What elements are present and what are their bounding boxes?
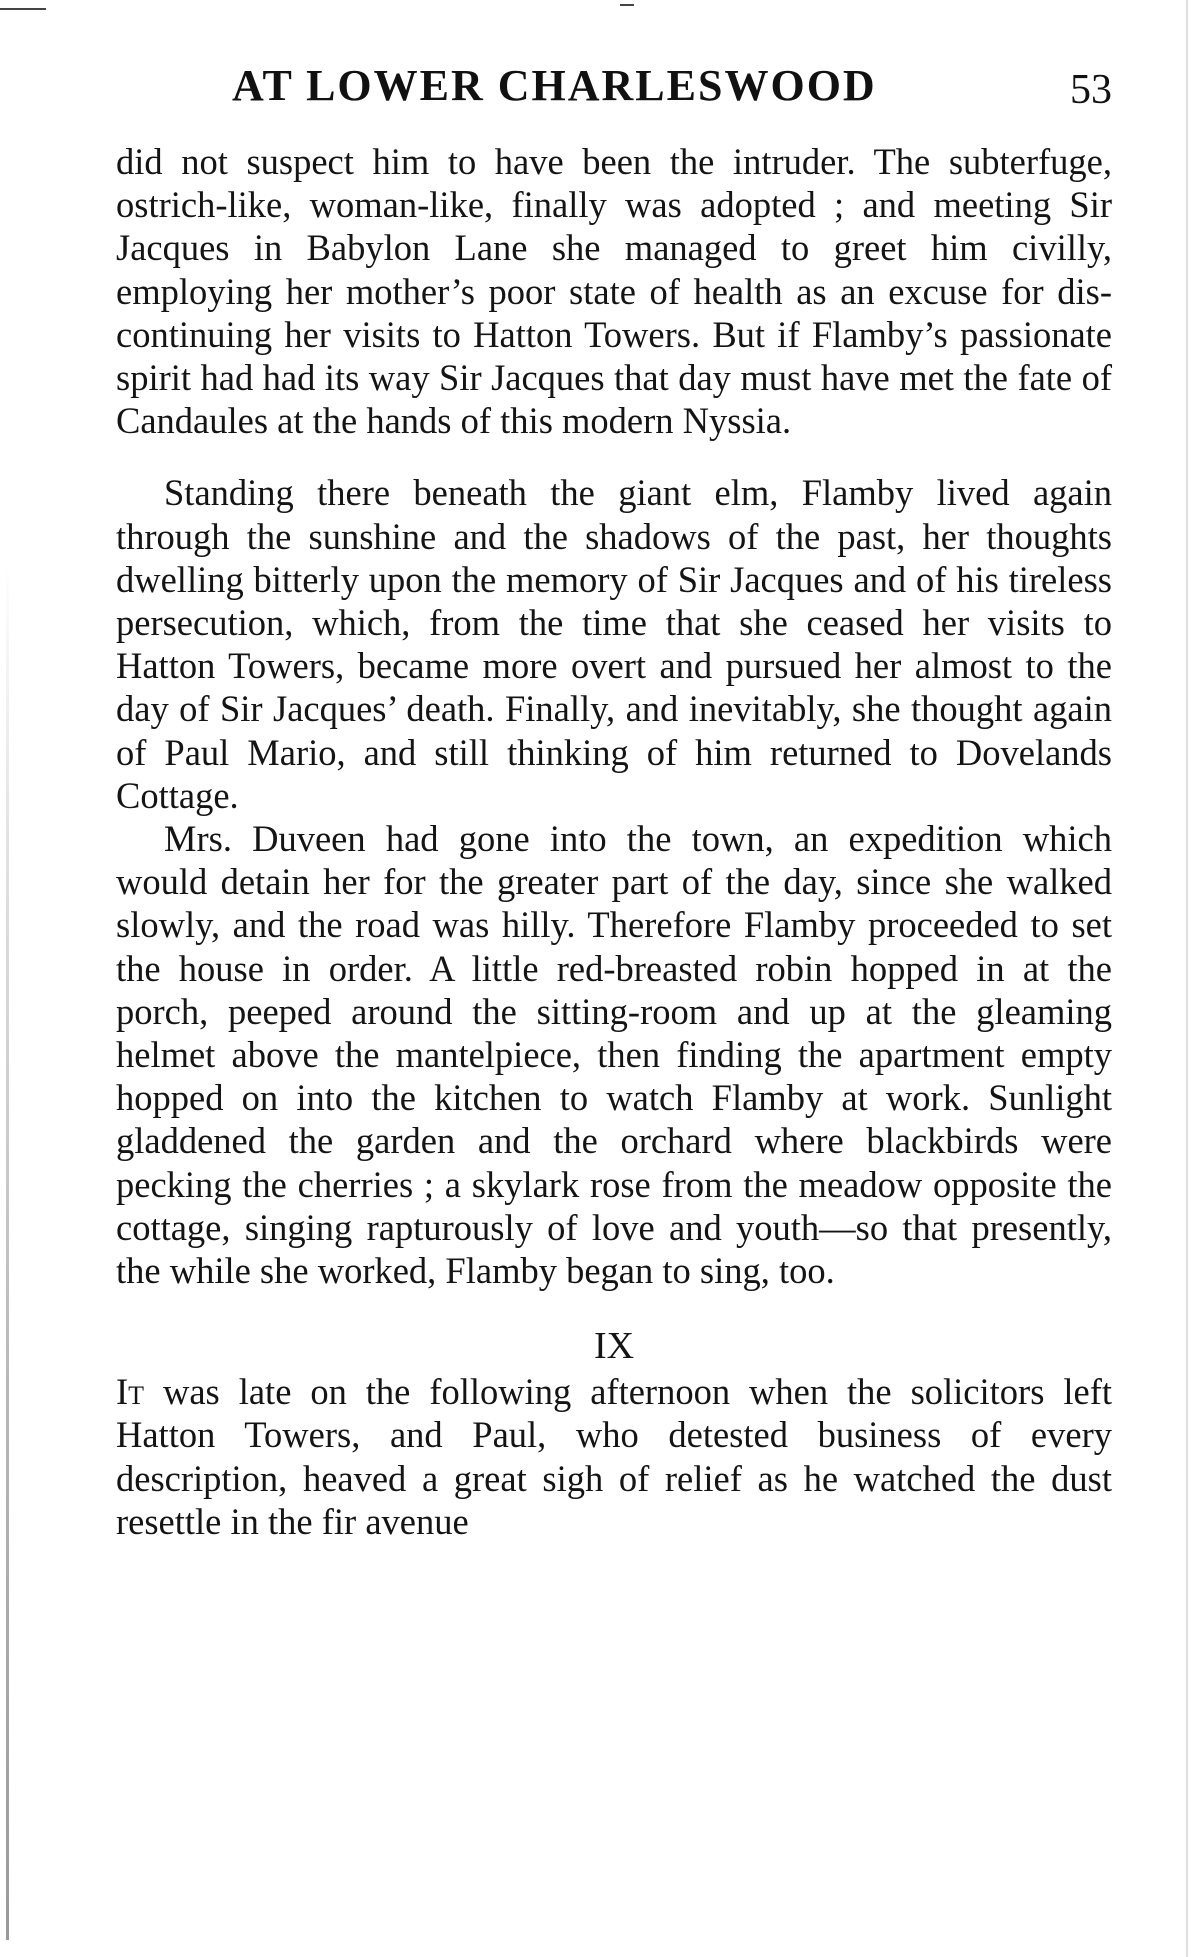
- paragraph-continued: did not suspect him to have been the intruder. The subterfuge, ostrich-like, woman-like, finally was adopted ; and meeting Sir Jacques in Babylon Lane she managed to greet him civilly, employing her mother’s poor state of health as an excuse for discontinuing her visits to Hatton Towers. But if Flamby’s passionate spirit had had its way Sir Jacques that day must have met the fate of Candaules at the hands of this modern Nyssia.: [116, 141, 1112, 442]
- paragraph-section-opening: [116, 1370, 1112, 1543]
- page-header: [232, 60, 1112, 116]
- page-gutter-shadow: [6, 560, 9, 1940]
- section-opening-text: was late on the following afternoon when the solicitors left Hatton Towers, and Paul, who detested business of every description, heaved a great sigh of relief as he watched the dust resettle in the fir avenue: [116, 1371, 1112, 1542]
- paragraph-standing-elm: Standing there beneath the giant elm, Flamby lived again through the sunshine and the shadows of the past, her thoughts dwelling bitterly upon the memory of Sir Jacques and of his tireless persecution, which, from the time that she ceased her visits to Hatton Towers, became more overt and pursued her almost to the day of Sir Jacques’ death. Finally, and inevitably, she thought again of Paul Mario, and still thinking of him returned to Dovelands Cottage.: [116, 472, 1112, 816]
- running-head: AT LOWER CHARLESWOOD: [232, 61, 877, 110]
- page-number: 53: [1070, 67, 1112, 113]
- page-edge-line: [1186, 0, 1188, 1957]
- body-text: [116, 140, 1112, 1543]
- section-number: IX: [593, 1325, 635, 1368]
- section-opening-word: It: [116, 1371, 145, 1413]
- scan-mark-top-left: [0, 8, 46, 10]
- paragraph-mrs-duveen: Mrs. Duveen had gone into the town, an expedition which would detain her for the greater part of the day, since she walked slowly, and the road was hilly. Therefore Flamby proceeded to set the house in order. A little red-breasted robin hopped in at the porch, peeped around the sitting-room and up at the gleaming helmet above the mantelpiece, then finding the apartment empty hopped on into the kitchen to watch Flamby at work. Sunlight gladdened the garden and the orchard where blackbirds were pecking the cherries ; a skylark rose from the meadow opposite the cottage, singing rapturously of love and youth—so that presently, the while she worked, Flamby began to sing, too.: [116, 818, 1112, 1292]
- scan-mark-top-center: [620, 4, 634, 6]
